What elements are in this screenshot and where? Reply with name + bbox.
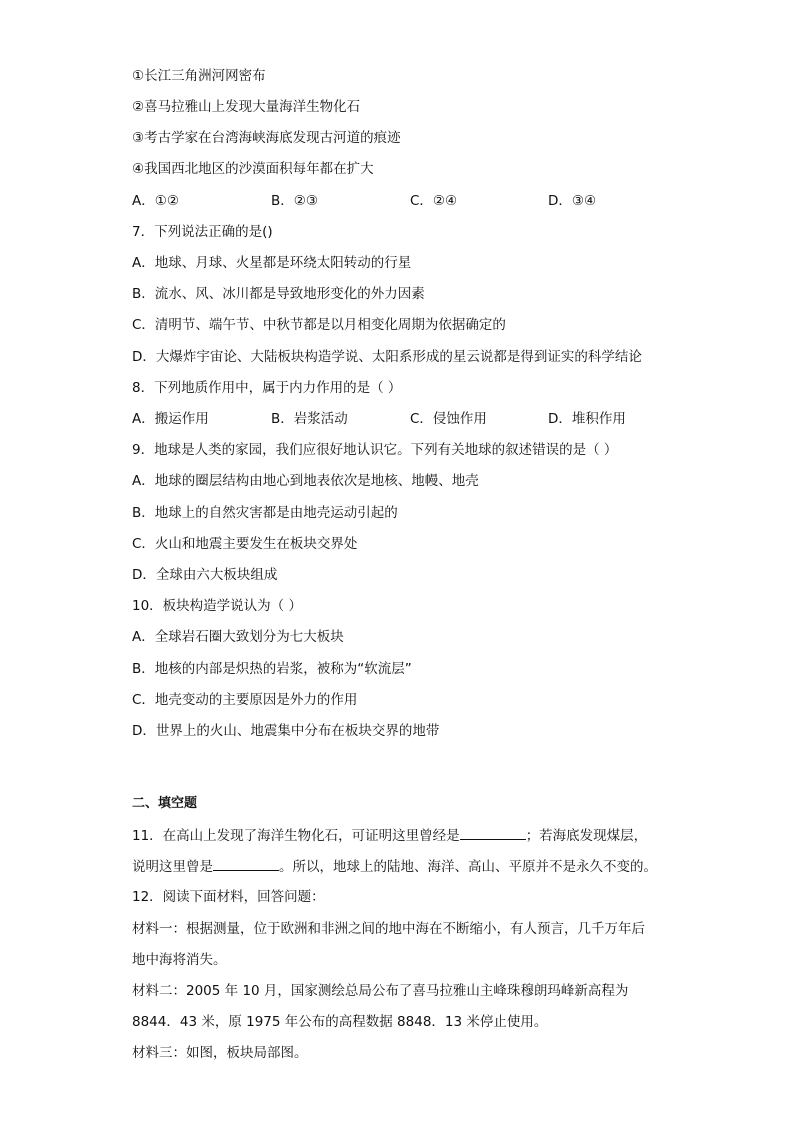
q7-option-a[interactable]: A．地球、月球、火星都是环绕太阳转动的行星 xyxy=(132,255,412,271)
q10-option-c[interactable]: C．地壳变动的主要原因是外力的作用 xyxy=(132,692,358,708)
statement-3: ③考古学家在台湾海峡海底发现古河道的痕迹 xyxy=(132,130,401,146)
q9-option-c[interactable]: C．火山和地震主要发生在板块交界处 xyxy=(132,536,358,552)
q9-option-b[interactable]: B．地球上的自然灾害都是由地壳运动引起的 xyxy=(132,505,398,521)
q11-line-1 xyxy=(132,825,647,846)
q8-option-b[interactable]: B．岩浆活动 xyxy=(271,411,348,427)
q12-material-2-line-1: 材料二：2005 年 10 月，国家测绘总局公布了喜马拉雅山主峰珠穆朗玛峰新高程为 xyxy=(132,983,629,999)
q8-stem: 8．下列地质作用中，属于内力作用的是（ ） xyxy=(132,380,402,396)
q10-option-a[interactable]: A．全球岩石圈大致划分为七大板块 xyxy=(132,629,344,645)
q11-blank-2[interactable] xyxy=(213,856,279,871)
q10-stem: 10．板块构造学说认为（ ） xyxy=(132,598,302,614)
statement-2: ②喜马拉雅山上发现大量海洋生物化石 xyxy=(132,99,361,115)
q6-option-d[interactable]: D．③④ xyxy=(548,193,597,209)
q7-stem: 7．下列说法正确的是() xyxy=(132,224,273,240)
q7-option-d[interactable]: D．大爆炸宇宙论、大陆板块构造学说、太阳系形成的星云说都是得到证实的科学结论 xyxy=(132,349,642,365)
q12-material-2-line-2: 8844．43 米，原 1975 年公布的高程数据 8848．13 米停止使用。 xyxy=(132,1014,548,1030)
q12-material-1-line-2: 地中海将消失。 xyxy=(132,952,227,968)
section-title-fill-in: 二、填空题 xyxy=(132,796,198,811)
q10-option-b[interactable]: B．地核的内部是炽热的岩浆，被称为“软流层” xyxy=(132,661,412,677)
q6-option-a[interactable]: A．①② xyxy=(132,193,179,209)
q6-options xyxy=(132,191,692,211)
q8-option-c[interactable]: C．侵蚀作用 xyxy=(410,411,487,427)
q6-option-b[interactable]: B．②③ xyxy=(271,193,318,209)
q8-options xyxy=(132,409,692,429)
q9-option-d[interactable]: D．全球由六大板块组成 xyxy=(132,567,278,583)
q7-option-b[interactable]: B．流水、风、冰川都是导致地形变化的外力因素 xyxy=(132,286,425,302)
q9-option-a[interactable]: A．地球的圈层结构由地心到地表依次是地核、地幔、地壳 xyxy=(132,473,479,489)
statement-1: ①长江三角洲河网密布 xyxy=(132,68,266,84)
statement-4: ④我国西北地区的沙漠面积每年都在扩大 xyxy=(132,161,374,177)
q11-blank-1[interactable] xyxy=(460,825,526,840)
q11-text-3: 说明这里曾是 xyxy=(132,859,213,875)
q7-option-c[interactable]: C．清明节、端午节、中秋节都是以月相变化周期为依据确定的 xyxy=(132,317,506,333)
q11-line-2 xyxy=(132,856,657,877)
q12-stem: 12．阅读下面材料，回答问题： xyxy=(132,889,325,905)
q8-option-a[interactable]: A．搬运作用 xyxy=(132,411,209,427)
q11-text-4: 。所以，地球上的陆地、海洋、高山、平原并不是永久不变的。 xyxy=(279,859,657,875)
q8-option-d[interactable]: D．堆积作用 xyxy=(548,411,626,427)
q11-text-2: ；若海底发现煤层， xyxy=(525,828,648,844)
q6-option-c[interactable]: C．②④ xyxy=(410,193,458,209)
q10-option-d[interactable]: D．世界上的火山、地震集中分布在板块交界的地带 xyxy=(132,723,440,739)
q9-stem: 9．地球是人类的家园，我们应很好地认识它。下列有关地球的叙述错误的是（ ） xyxy=(132,442,618,458)
q12-material-3-line-1: 材料三：如图，板块局部图。 xyxy=(132,1045,308,1061)
q12-material-1-line-1: 材料一：根据测量，位于欧洲和非洲之间的地中海在不断缩小，有人预言，几千万年后 xyxy=(132,921,645,937)
q11-text-1: 11．在高山上发现了海洋生物化石，可证明这里曾经是 xyxy=(132,828,460,844)
